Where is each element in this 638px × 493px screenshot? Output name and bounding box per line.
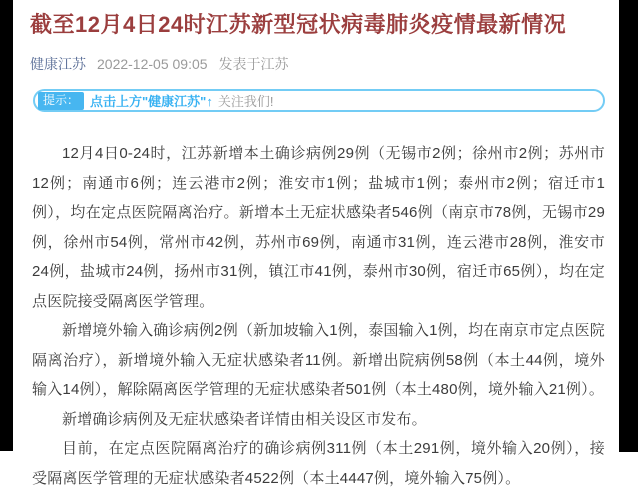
tip-label: 提示： (38, 92, 84, 110)
publish-timestamp: 2022-12-05 09:05 (97, 56, 208, 72)
tip-follow-suffix: 关注我们! (217, 94, 274, 109)
article-body (32, 139, 605, 493)
article-paragraph: 新增境外输入确诊病例2例（新加坡输入1例，泰国输入1例，均在南京市定点医院隔离治疗），新增境外输入无症状感染者11例。新增出院病例58例（本土44例，境外输入14例），解除隔离医学管理的无症状感染者501例（本土480例，境外输入21例）。 (32, 322, 605, 398)
article-paragraph: 12月4日0-24时，江苏新增本土确诊病例29例（无锡市2例；徐州市2例；苏州市12例；南通市6例；连云港市2例；淮安市1例；盐城市1例；泰州市2例；宿迁市1例），均在定点医院隔离治疗。新增本土无症状感染者546例（南京市78例，无锡市29例，徐州市54例，常州市42例，苏州市69例，南通市31例，连云港市28例，淮安市24例，盐城市24例，扬州市31例，镇江市41例，泰州市30例，宿迁市65例），均在定点医院接受隔离医学管理。 (32, 145, 605, 310)
article-content (13, 0, 619, 487)
tip-banner (33, 89, 605, 112)
letterbox-left (0, 0, 13, 451)
letterbox-right (619, 0, 638, 452)
article-paragraph: 新增确诊病例及无症状感染者详情由相关设区市发布。 (62, 410, 427, 428)
article-title: 截至12月4日24时江苏新型冠状病毒肺炎疫情最新情况 (30, 12, 567, 37)
tip-follow-link[interactable]: 点击上方"健康江苏"↑ (90, 94, 213, 109)
article-paragraph: 目前，在定点医院隔离治疗的确诊病例311例（本土291例，境外输入20例），接受隔离医学管理的无症状感染者4522例（本土4447例，境外输入75例）。 (32, 440, 605, 487)
article-byline (30, 55, 607, 73)
account-name-link[interactable]: 健康江苏 (30, 56, 86, 72)
publish-location: 发表于江苏 (218, 56, 289, 72)
